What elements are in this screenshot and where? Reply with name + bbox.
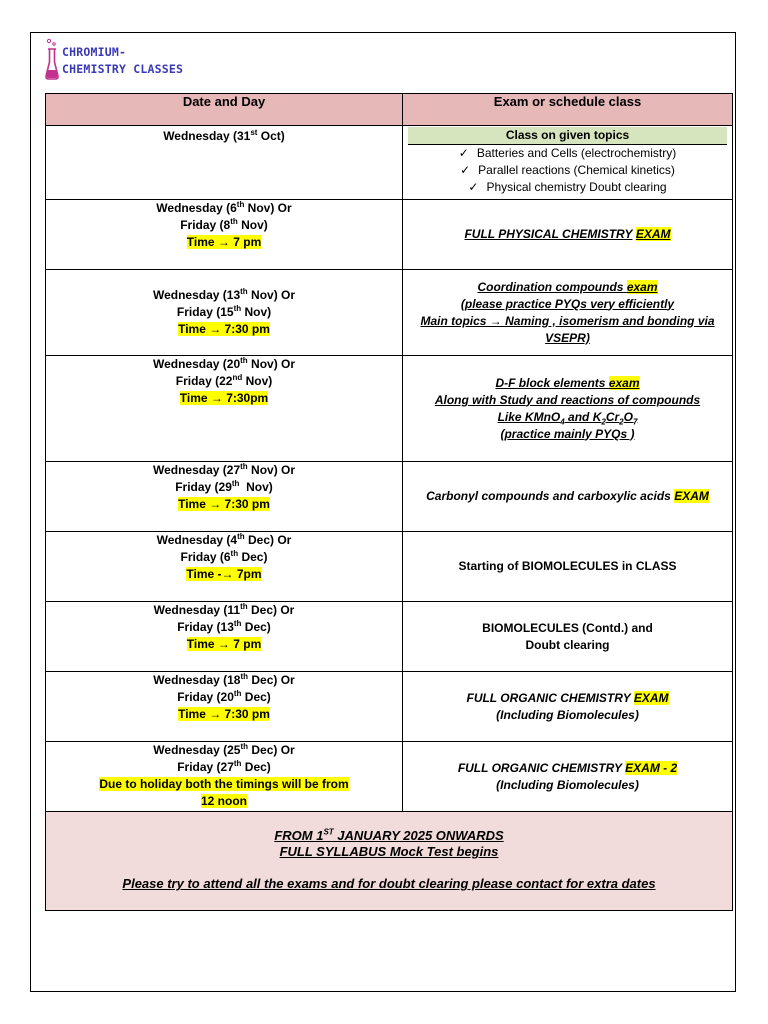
exam-highlight: exam [608,375,640,390]
time-highlight: Time → 7:30 pm [178,707,270,721]
table-cell-exam: BIOMOLECULES (Contd.) and Doubt clearing [403,602,733,672]
list-item: ✓ Batteries and Cells (electrochemistry) [458,146,677,160]
schedule-table [45,93,733,911]
exam-highlight: EXAM [635,227,671,241]
time-highlight: Time -→ 7pm [186,567,262,581]
check-icon: ✓ [468,180,479,194]
holiday-note: Due to holiday both the timings will be from [99,777,349,791]
table-cell-date [46,126,403,200]
date-text: Wednesday (31st Oct) [163,128,285,143]
time-highlight: Time → 7 pm [186,235,262,249]
check-icon: ✓ [458,146,469,160]
table-cell-date: Wednesday (27th Nov) Or Friday (29th Nov) Time → 7:30 pm [46,462,403,532]
class-topics-bar: Class on given topics [408,127,727,145]
table-cell-exam: FULL PHYSICAL CHEMISTRY EXAM [403,200,733,270]
table-cell-date: Wednesday (25th Dec) Or Friday (27th Dec) Due to holiday both the timings will be from 12 noon [46,742,403,812]
table-cell-exam: FULL ORGANIC CHEMISTRY EXAM (Including Biomolecules) [403,672,733,742]
flask-icon [44,38,60,80]
logo [44,38,183,82]
table-cell-exam: Starting of BIOMOLECULES in CLASS [403,532,733,602]
logo-line-1: CHROMIUM- [62,45,127,59]
table-cell-date: Wednesday (6th Nov) Or Friday (8th Nov) Time → 7 pm [46,200,403,270]
table-cell-exam: Carbonyl compounds and carboxylic acids EXAM [403,462,733,532]
formula-line: Like KMnO$_4$ and $K_2Cr_2O_7$ [497,409,638,426]
header-date: Date and Day [46,94,403,126]
table-cell-date: Wednesday (20th Nov) Or Friday (22nd Nov) Time → 7:30pm [46,356,403,462]
footer-note [46,812,733,911]
exam-highlight: EXAM [633,690,669,705]
table-cell-topic [403,126,733,200]
list-item: ✓ Physical chemistry Doubt clearing [468,180,667,194]
exam-highlight: EXAM - 2 [625,760,678,775]
footer-line-2: FULL SYLLABUS Mock Test begins [279,844,499,859]
footer-line-3: Please try to attend all the exams and for doubt clearing please contact for extra dates [122,876,656,891]
exam-highlight: EXAM [674,489,709,503]
holiday-note-time: 12 noon [200,794,247,808]
table-cell-exam: Coordination compounds exam (please practice PYQs very efficiently Main topics → Naming , isomerism and bonding via VSEPR) [403,270,733,356]
time-highlight: Time → 7:30 pm [178,322,270,336]
time-highlight: Time → 7:30 pm [178,497,270,511]
table-cell-exam: D-F block elements exam Along with Study and reactions of compounds Like KMnO$_4$ and $K_2Cr_2O_7$ (practice mainly PYQs ) [403,356,733,462]
list-item: ✓ Parallel reactions (Chemical kinetics) [460,163,675,177]
table-cell-date: Wednesday (18th Dec) Or Friday (20th Dec) Time → 7:30 pm [46,672,403,742]
logo-line-2: CHEMISTRY CLASSES [62,62,184,76]
footer-line-1: FROM 1ST JANUARY 2025 ONWARDS [274,827,504,843]
exam-highlight: exam [626,279,658,294]
time-highlight: Time → 7:30pm [179,391,269,405]
header-exam: Exam or schedule class [403,94,733,126]
table-cell-date: Wednesday (13th Nov) Or Friday (15th Nov) Time → 7:30 pm [46,270,403,356]
check-icon: ✓ [460,163,471,177]
table-cell-exam: FULL ORGANIC CHEMISTRY EXAM - 2 (Including Biomolecules) [403,742,733,812]
table-cell-date: Wednesday (4th Dec) Or Friday (6th Dec) Time -→ 7pm [46,532,403,602]
table-cell-date: Wednesday (11th Dec) Or Friday (13th Dec) Time → 7 pm [46,602,403,672]
time-highlight: Time → 7 pm [186,637,262,651]
